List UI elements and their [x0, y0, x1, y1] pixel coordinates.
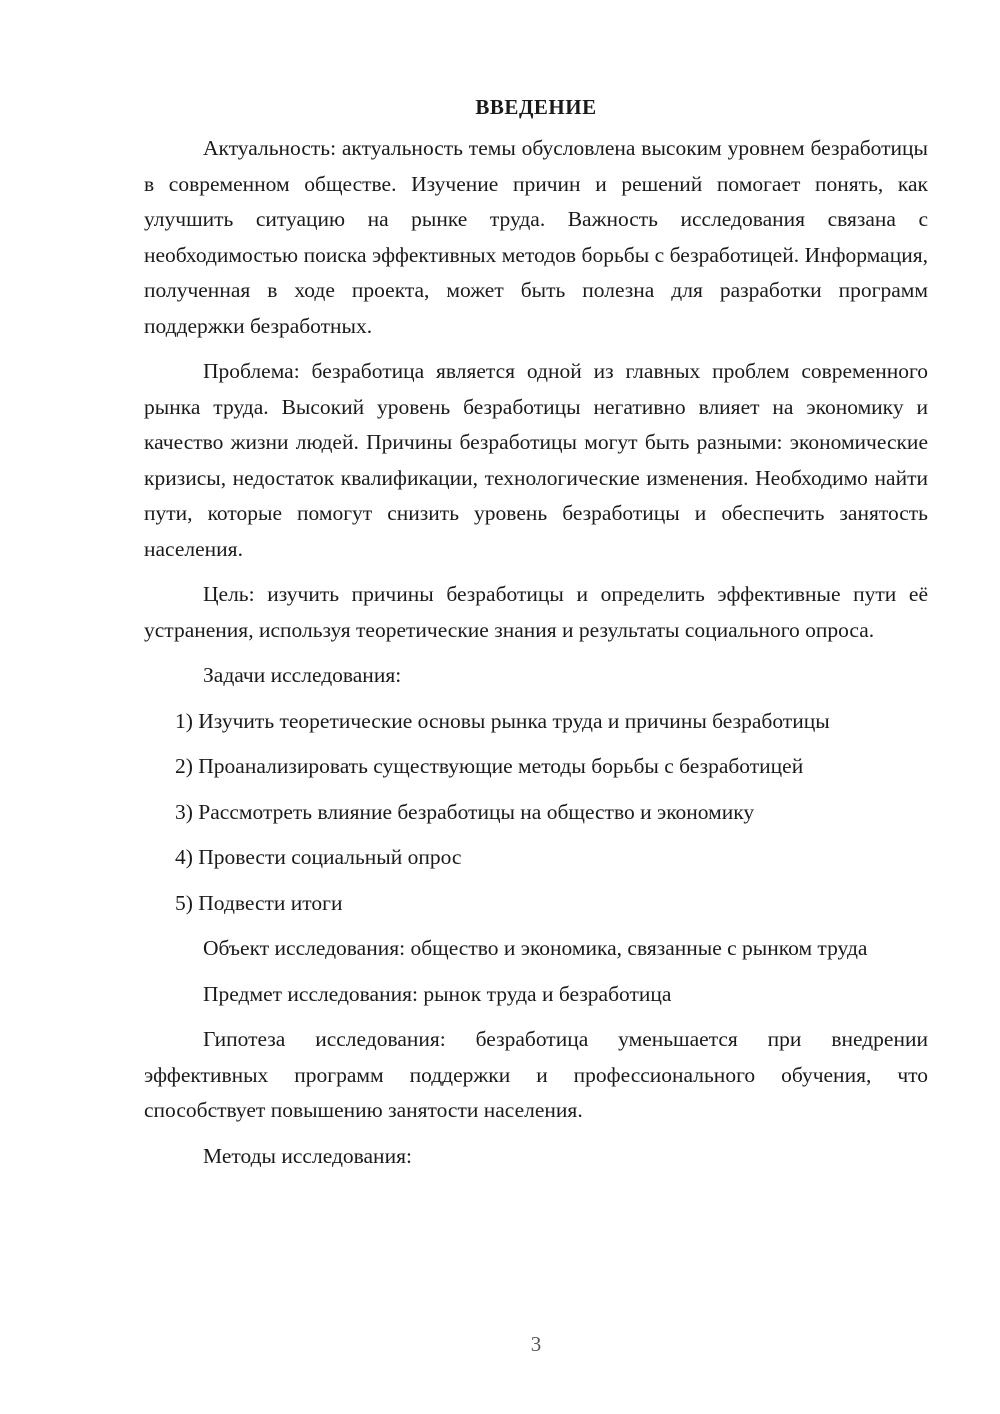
paragraph-problem: Проблема: безработица является одной из главных проблем современного рынка труда. Высокий уровень безработицы негативно влияет на экономику и качество жизни людей. Причины безработицы могут быть разными: экономические кризисы, недостаток квалификации, технологические изменения. Необходимо найти пути, которые помогут снизить уровень безработицы и обеспечить занятость населения. — [144, 359, 928, 561]
task-item-4: 4) Провести социальный опрос — [175, 845, 462, 869]
tasks-heading: Задачи исследования: — [203, 663, 402, 687]
paragraph-object: Объект исследования: общество и экономика, связанные с рынком труда — [203, 936, 868, 960]
paragraph-goal: Цель: изучить причины безработицы и определить эффективные пути её устранения, используя теоретические знания и результаты социального опроса. — [144, 582, 928, 642]
task-item-3: 3) Рассмотреть влияние безработицы на общество и экономику — [175, 799, 755, 824]
paragraph-methods: Методы исследования: — [203, 1143, 412, 1168]
page-number: 3 — [530, 1332, 542, 1356]
document-page — [144, 90, 928, 1184]
paragraph-relevance: Актуальность: актуальность темы обусловлена высоким уровнем безработицы в современном обществе. Изучение причин и решений помогает понять, как улучшить ситуацию на рынке труда. Важность исследования связана с необходимостью поиска эффективных методов борьбы с безработицей. Информация, полученная в ходе проекта, может быть полезна для разработки программ поддержки безработных. — [144, 136, 928, 338]
task-item-1: 1) Изучить теоретические основы рынка труда и причины безработицы — [175, 708, 830, 733]
task-item-5: 5) Подвести итоги — [175, 890, 343, 915]
paragraph-hypothesis: Гипотеза исследования: безработица уменьшается при внедрении эффективных программ поддержки и профессионального обучения, что способствует повышению занятости населения. — [144, 1027, 928, 1122]
task-item-2: 2) Проанализировать существующие методы борьбы с безработицей — [175, 754, 804, 778]
page-title: ВВЕДЕНИЕ — [475, 95, 597, 119]
paragraph-subject: Предмет исследования: рынок труда и безработица — [203, 981, 672, 1006]
